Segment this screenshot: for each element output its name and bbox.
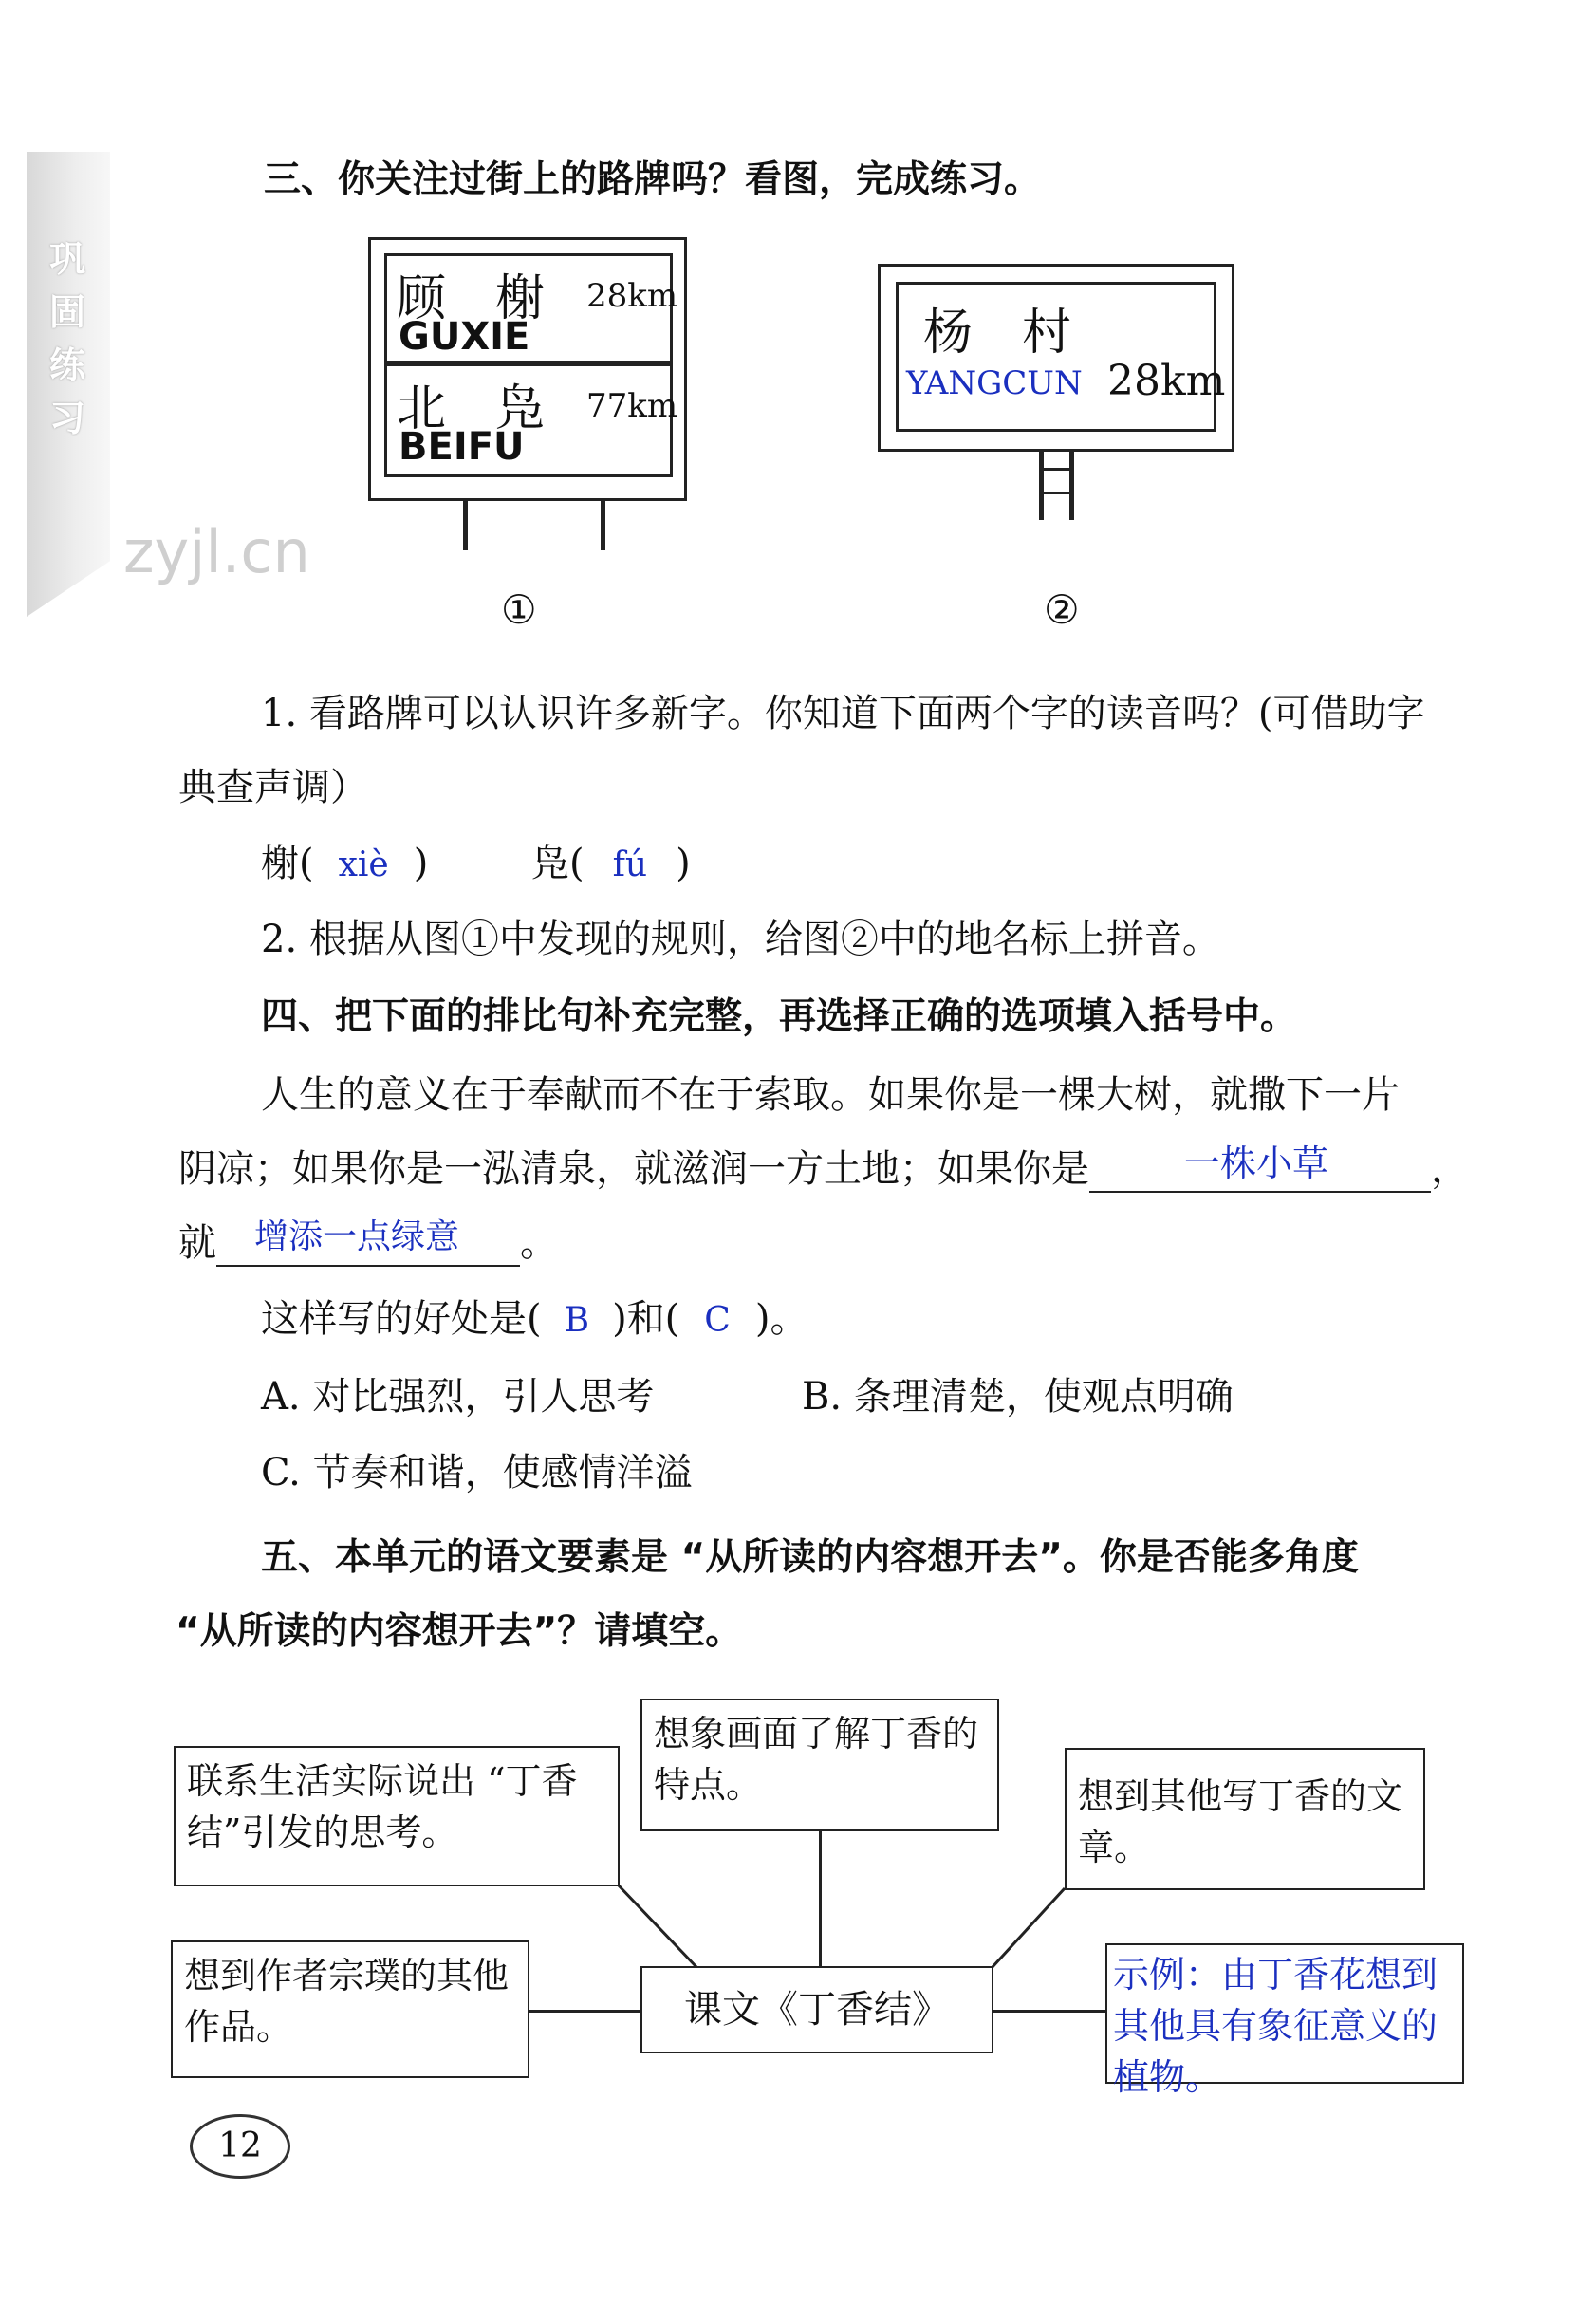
sign2-pinyin: YANGCUN — [906, 364, 1083, 402]
sign1-row2: 北 凫 77km BEIFU — [384, 363, 673, 477]
option-a: A. 对比强烈，引人思考 — [261, 1375, 655, 1419]
option-c: C. 节奏和谐，使感情洋溢 — [261, 1451, 693, 1495]
box-left-top: 联系生活实际说出 “丁香结”引发的思考。 — [174, 1746, 620, 1886]
sign2-label: ② — [1044, 586, 1080, 633]
center-box: 课文《丁香结》 — [640, 1966, 993, 2053]
box-right-top: 想到其他写丁香的文章。 — [1065, 1748, 1425, 1890]
q2: 2. 根据从图①中发现的规则，给图②中的地名标上拼音。 — [261, 918, 1220, 961]
section3-heading: 三、你关注过街上的路牌吗？看图，完成练习。 — [264, 158, 1042, 201]
char2-answer: fú — [612, 845, 648, 884]
char1-answer: xiè — [338, 845, 389, 884]
char2-question: 凫( fú ) — [531, 842, 691, 885]
q1-line2: 典查声调） — [178, 766, 368, 809]
benefit-question: 这样写的好处是( B )和( C )。 — [261, 1297, 808, 1341]
s4-line3: 就 增添一点绿意 。 — [178, 1213, 558, 1267]
benefit-answer-2: C — [704, 1301, 731, 1340]
sign2-distance: 28km — [1107, 357, 1226, 405]
side-tab-label: 巩固练习 — [48, 238, 85, 439]
page-number: 12 — [190, 2114, 290, 2179]
section5-heading-line2: “从所读的内容想开去”？请填空。 — [176, 1610, 743, 1653]
box-top: 想象画面了解丁香的特点。 — [640, 1699, 999, 1831]
char1-question: 榭( xiè ) — [261, 842, 429, 885]
box-left-bottom: 想到作者宗璞的其他作品。 — [171, 1940, 529, 2078]
q1-line1: 1. 看路牌可以认识许多新字。你知道下面两个字的读音吗？(可借助字 — [261, 692, 1425, 735]
s4-line2: 阴凉；如果你是一泓清泉，就滋润一方土地；如果你是 一株小草 ， — [178, 1139, 1469, 1193]
sign1-row1: 顾 榭 28km GUXIE — [384, 253, 673, 363]
watermark: zyjl.cn — [123, 517, 310, 586]
s4-line1: 人生的意义在于奉献而不在于索取。如果你是一棵大树，就撒下一片 — [261, 1073, 1400, 1117]
blank-2-answer: 增添一点绿意 — [254, 1217, 460, 1256]
benefit-answer-1: B — [564, 1301, 590, 1340]
section5-heading-line1: 五、本单元的语文要素是 “从所读的内容想开去”。你是否能多角度 — [261, 1536, 1359, 1579]
box-right-bottom: 示例：由丁香花想到其他具有象征意义的植物。 — [1105, 1943, 1464, 2084]
option-b: B. 条理清楚，使观点明确 — [802, 1375, 1234, 1419]
sign1-label: ① — [501, 586, 537, 633]
section4-heading: 四、把下面的排比句补充完整，再选择正确的选项填入括号中。 — [261, 995, 1298, 1038]
road-sign-2: 杨 村 YANGCUN 28km — [878, 264, 1238, 520]
blank-1-answer: 一株小草 — [1184, 1142, 1329, 1184]
